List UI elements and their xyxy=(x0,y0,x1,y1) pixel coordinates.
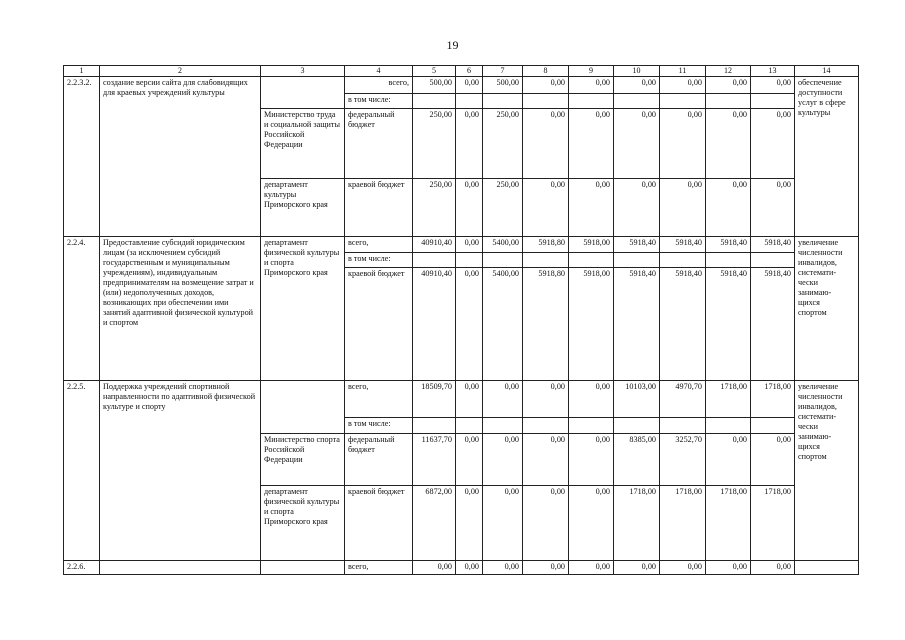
column-number: 8 xyxy=(523,66,569,77)
value-cell: 0,00 xyxy=(483,434,523,486)
item-code: 2.2.4. xyxy=(64,237,100,381)
value-cell: 0,00 xyxy=(660,77,706,94)
column-number: 5 xyxy=(413,66,456,77)
source-label: краевой бюджет xyxy=(345,268,413,381)
value-cell: 0,00 xyxy=(523,109,569,179)
table-row xyxy=(64,77,859,94)
value-cell: 0,00 xyxy=(751,109,795,179)
source-label: всего, xyxy=(345,77,413,94)
column-number: 14 xyxy=(795,66,859,77)
value-cell: 0,00 xyxy=(456,77,483,94)
value-cell: 500,00 xyxy=(483,77,523,94)
executor: департамент физической культуры и спорта Приморского края xyxy=(261,237,345,381)
value-cell: 1718,00 xyxy=(706,486,751,561)
column-number: 3 xyxy=(261,66,345,77)
source-label: всего, xyxy=(345,237,413,253)
value-cell: 0,00 xyxy=(569,381,614,418)
value-cell: 40910,40 xyxy=(413,237,456,253)
value-cell: 0,00 xyxy=(456,109,483,179)
value-cell: 10103,00 xyxy=(614,381,660,418)
value-cell: 0,00 xyxy=(523,381,569,418)
value-cell: 0,00 xyxy=(751,77,795,94)
value-cell: 4970,70 xyxy=(660,381,706,418)
value-cell: 0,00 xyxy=(456,434,483,486)
executor: Министерство труда и социальной защиты Российской Федерации xyxy=(261,109,345,179)
value-cell: 0,00 xyxy=(614,77,660,94)
value-cell: 1718,00 xyxy=(751,381,795,418)
value-cell: 0,00 xyxy=(523,77,569,94)
value-cell: 1718,00 xyxy=(660,486,706,561)
executor: Министерство спорта Российской Федерации xyxy=(261,434,345,486)
executor xyxy=(261,381,345,434)
value-cell: 5400,00 xyxy=(483,237,523,253)
value-cell: 5918,00 xyxy=(569,268,614,381)
source-label: всего, xyxy=(345,561,413,575)
value-cell: 0,00 xyxy=(751,434,795,486)
source-label: федеральный бюджет xyxy=(345,109,413,179)
value-cell: 0,00 xyxy=(614,561,660,575)
column-number: 6 xyxy=(456,66,483,77)
value-cell: 5918,00 xyxy=(569,237,614,253)
table-row xyxy=(64,237,859,253)
column-number: 11 xyxy=(660,66,706,77)
value-cell: 1718,00 xyxy=(751,486,795,561)
value-cell: 0,00 xyxy=(456,381,483,418)
value-cell: 0,00 xyxy=(456,237,483,253)
program-table xyxy=(63,65,859,575)
executor xyxy=(261,77,345,109)
value-cell: 5918,40 xyxy=(751,237,795,253)
value-cell: 0,00 xyxy=(751,561,795,575)
value-cell: 0,00 xyxy=(706,109,751,179)
value-cell: 0,00 xyxy=(569,486,614,561)
table-row xyxy=(64,381,859,418)
value-cell: 0,00 xyxy=(706,179,751,237)
value-cell: 1718,00 xyxy=(706,381,751,418)
executor xyxy=(261,561,345,575)
value-cell: 0,00 xyxy=(483,486,523,561)
value-cell: 0,00 xyxy=(413,561,456,575)
value-cell: 18509,70 xyxy=(413,381,456,418)
value-cell: 250,00 xyxy=(483,179,523,237)
value-cell: 0,00 xyxy=(614,179,660,237)
column-number: 10 xyxy=(614,66,660,77)
source-label: в том числе: xyxy=(345,253,413,268)
value-cell: 40910,40 xyxy=(413,268,456,381)
value-cell: 5918,80 xyxy=(523,237,569,253)
item-name: Поддержка учреждений спортивной направленности по адаптивной физической культуре и спорту xyxy=(100,381,261,561)
expected-result xyxy=(795,561,859,575)
item-code: 2.2.5. xyxy=(64,381,100,561)
value-cell: 11637,70 xyxy=(413,434,456,486)
source-label: краевой бюджет xyxy=(345,486,413,561)
source-label: федеральный бюджет xyxy=(345,434,413,486)
value-cell: 5918,40 xyxy=(614,237,660,253)
column-number: 4 xyxy=(345,66,413,77)
value-cell: 5918,40 xyxy=(706,268,751,381)
value-cell: 5918,40 xyxy=(660,268,706,381)
value-cell: 8385,00 xyxy=(614,434,660,486)
value-cell: 0,00 xyxy=(483,561,523,575)
value-cell: 0,00 xyxy=(751,179,795,237)
value-cell: 250,00 xyxy=(413,179,456,237)
value-cell: 250,00 xyxy=(483,109,523,179)
value-cell: 0,00 xyxy=(569,77,614,94)
column-number: 13 xyxy=(751,66,795,77)
item-name: создание версии сайта для слабовидящих для краевых учреждений культуры xyxy=(100,77,261,237)
value-cell: 3252,70 xyxy=(660,434,706,486)
value-cell: 0,00 xyxy=(483,381,523,418)
value-cell: 0,00 xyxy=(614,109,660,179)
column-number: 9 xyxy=(569,66,614,77)
value-cell: 5400,00 xyxy=(483,268,523,381)
value-cell: 500,00 xyxy=(413,77,456,94)
source-label: краевой бюджет xyxy=(345,179,413,237)
column-number: 7 xyxy=(483,66,523,77)
value-cell: 0,00 xyxy=(523,434,569,486)
source-label: в том числе: xyxy=(345,94,413,109)
item-code: 2.2.6. xyxy=(64,561,100,575)
value-cell: 0,00 xyxy=(569,561,614,575)
value-cell: 0,00 xyxy=(523,486,569,561)
expected-result: увеличение численности инвалидов, системати- чески занимаю- щихся спортом xyxy=(795,237,859,381)
value-cell: 5918,40 xyxy=(706,237,751,253)
value-cell: 0,00 xyxy=(660,561,706,575)
value-cell: 5918,40 xyxy=(751,268,795,381)
value-cell: 5918,40 xyxy=(614,268,660,381)
value-cell: 0,00 xyxy=(569,179,614,237)
value-cell: 0,00 xyxy=(456,486,483,561)
source-label: в том числе: xyxy=(345,418,413,434)
value-cell: 0,00 xyxy=(569,109,614,179)
expected-result: увеличение численности инвалидов, системати- чески занимаю- щихся спортом xyxy=(795,381,859,561)
value-cell: 0,00 xyxy=(523,179,569,237)
source-label: всего, xyxy=(345,381,413,418)
value-cell: 0,00 xyxy=(660,179,706,237)
table-row xyxy=(64,561,859,575)
item-code: 2.2.3.2. xyxy=(64,77,100,237)
value-cell: 0,00 xyxy=(706,77,751,94)
value-cell: 5918,80 xyxy=(523,268,569,381)
item-name xyxy=(100,561,261,575)
value-cell: 5918,40 xyxy=(660,237,706,253)
item-name: Предоставление субсидий юридическим лицам (за исключением субсидий государственным и муниципальным учреждениям), индивидуальным предпринимателям на возмещение затрат и (или) недополученных доходов, возникающих при обеспечении ими занятий адаптивной физической культурой и спортом xyxy=(100,237,261,381)
value-cell: 6872,00 xyxy=(413,486,456,561)
value-cell: 0,00 xyxy=(456,561,483,575)
value-cell: 0,00 xyxy=(706,561,751,575)
value-cell: 1718,00 xyxy=(614,486,660,561)
value-cell: 0,00 xyxy=(523,561,569,575)
column-number-row xyxy=(64,66,859,77)
page-number: 19 xyxy=(446,38,459,52)
value-cell: 250,00 xyxy=(413,109,456,179)
value-cell: 0,00 xyxy=(569,434,614,486)
value-cell: 0,00 xyxy=(660,109,706,179)
executor: департамент физической культуры и спорта Приморского края xyxy=(261,486,345,561)
column-number: 1 xyxy=(64,66,100,77)
column-number: 12 xyxy=(706,66,751,77)
value-cell: 0,00 xyxy=(456,268,483,381)
value-cell: 0,00 xyxy=(456,179,483,237)
executor: департамент культуры Приморского края xyxy=(261,179,345,237)
value-cell: 0,00 xyxy=(706,434,751,486)
expected-result: обеспечение доступности услуг в сфере культуры xyxy=(795,77,859,237)
column-number: 2 xyxy=(100,66,261,77)
